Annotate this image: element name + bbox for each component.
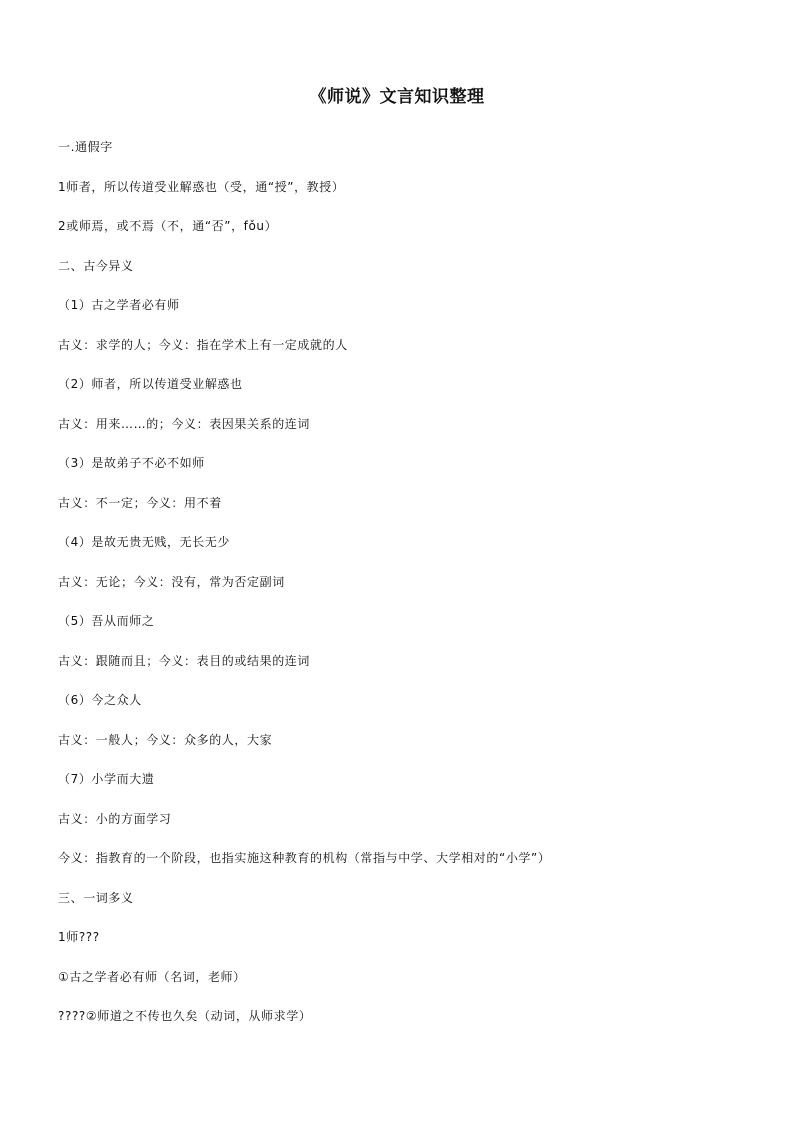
text-line: 古义：无论；今义：没有，常为否定副词 [58, 574, 285, 589]
text-line: ????②师道之不传也久矣（动词，从师求学） [58, 1009, 312, 1023]
text-line: 古义：不一定；今义：用不着 [58, 495, 222, 510]
text-line: 1师者，所以传道受业解惑也（受，通“授”，教授） [58, 179, 345, 194]
text-line: 今义：指教育的一个阶段，也指实施这种教育的机构（常指与中学、大学相对的“小学”） [58, 851, 551, 865]
text-line: （4）是故无贵无贱，无长无少 [58, 535, 231, 549]
text-line: 古义：小的方面学习 [58, 811, 172, 826]
text-line: （6）今之众人 [58, 693, 142, 707]
text-line: 古义：用来……的；今义：表因果关系的连词 [58, 416, 311, 431]
text-line: 古义：求学的人；今义：指在学术上有一定成就的人 [58, 337, 348, 352]
section-heading-gujinyiyi: 二、古今异义 [58, 258, 134, 273]
text-line: （7）小学而大遗 [58, 772, 155, 786]
text-line: （5）吾从而师之 [58, 614, 155, 628]
page-title: 《师说》文言知识整理 [309, 87, 485, 107]
section-heading-tongjiazi: 一.通假字 [58, 140, 113, 154]
text-line: 古义：跟随而且；今义：表目的或结果的连词 [58, 653, 311, 668]
text-line: （3）是故弟子不必不如师 [58, 456, 205, 470]
document-body [58, 140, 758, 1049]
text-line: （1）古之学者必有师 [58, 298, 180, 312]
text-line: 1师??? [58, 930, 100, 944]
text-line: ①古之学者必有师（名词，老师） [58, 969, 246, 984]
text-line: 2或师焉，或不焉（不，通“否”，fǒu） [58, 219, 278, 233]
section-heading-yiciduoyi: 三、一词多义 [58, 890, 134, 905]
text-line: 古义：一般人；今义：众多的人，大家 [58, 732, 273, 747]
text-line: （2）师者，所以传道受业解惑也 [58, 377, 243, 391]
